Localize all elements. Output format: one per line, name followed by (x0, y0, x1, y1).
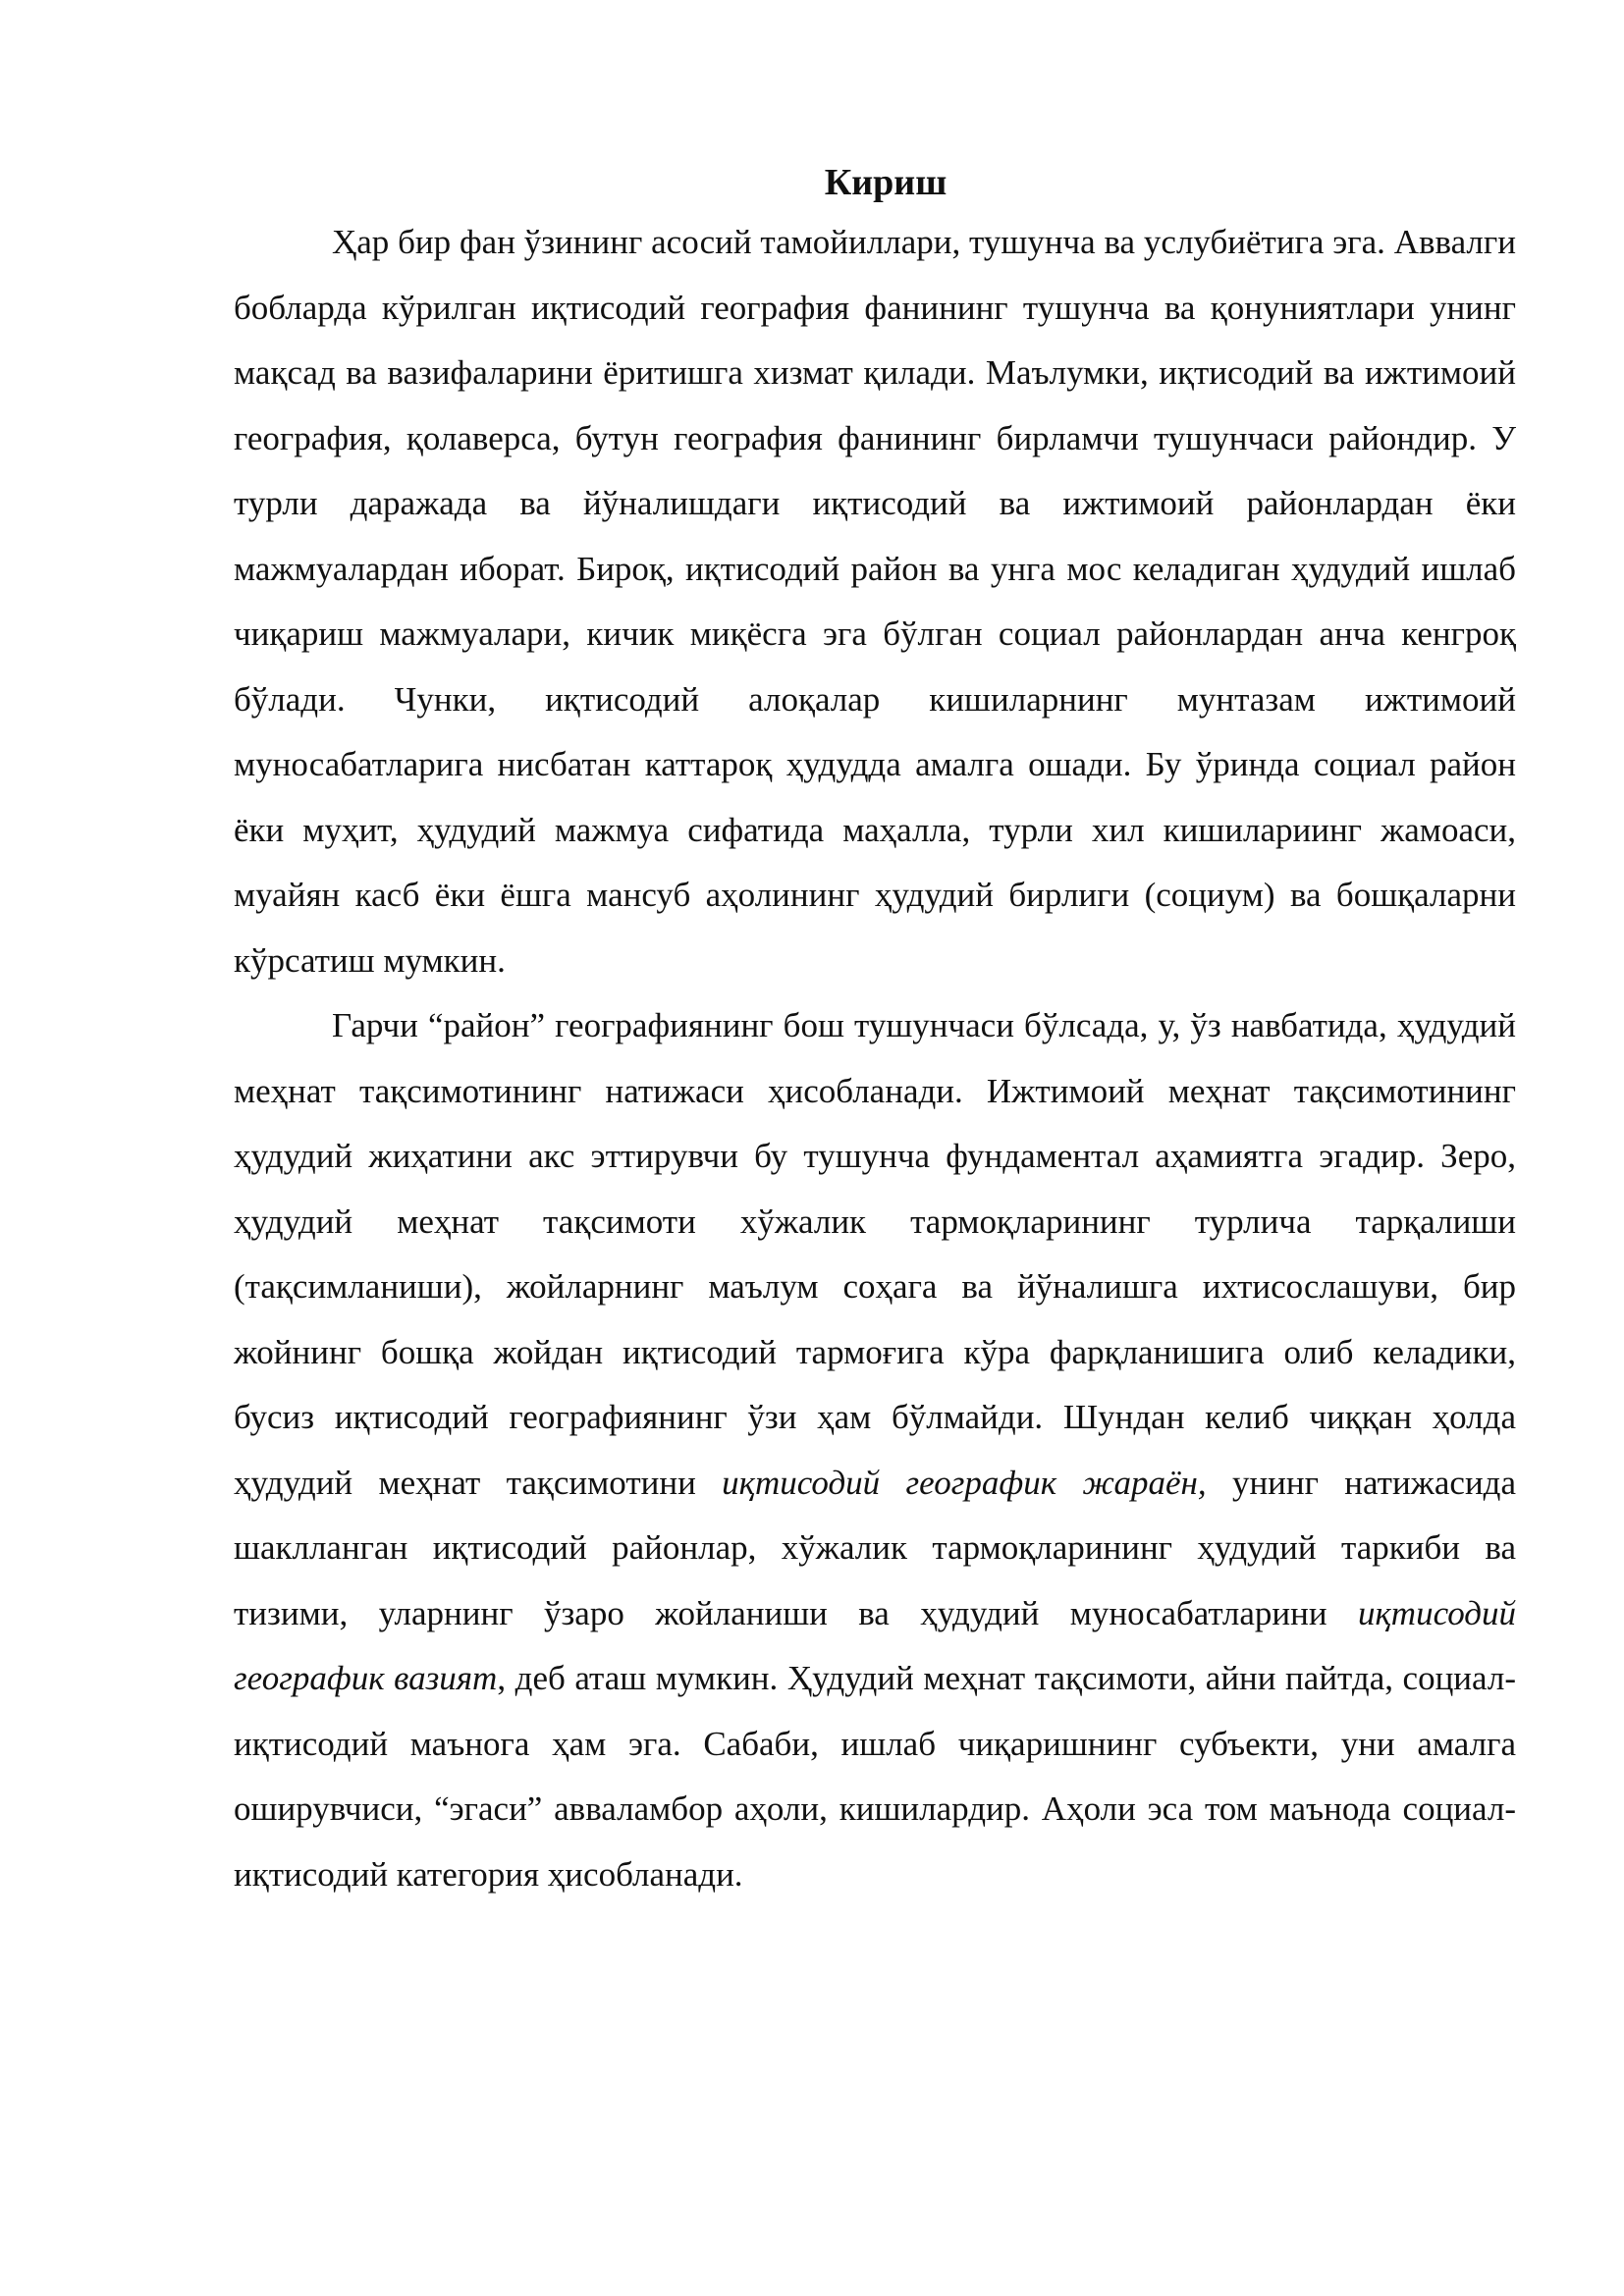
italic-term-economic-geographic-situation: иқтисодий географик вазият (234, 1593, 1516, 1697)
document-body (234, 155, 1516, 1907)
paragraph-1: Ҳар бир фан ўзининг асосий тамойиллари, тушунча ва услубиётига эга. Аввалги бобларда кўрилган иқтисодий география фанининг тушунча ва қонуниятлари унинг мақсад ва вазифаларини ёритишга хизмат қилади. Маълумки, иқтисодий ва ижтимоий география, қолаверса, бутун география фанининг бирламчи тушунчаси райондир. У турли даражада ва йўналишдаги иқтисодий ва ижтимоий районлардан ёки мажмуалардан иборат. Бироқ, иқтисодий район ва унга мос келадиган ҳудудий ишлаб чиқариш мажмуалари, кичик миқёсга эга бўлган социал районлардан анча кенгроқ бўлади. Чунки, иқтисодий алоқалар кишиларнинг мунтазам ижтимоий муносабатларига нисбатан каттароқ ҳудудда амалга ошади. Бу ўринда социал район ёки муҳит, ҳудудий мажмуа сифатида маҳалла, турли хил кишилариинг жамоаси, муайян касб ёки ёшга мансуб аҳолининг ҳудудий бирлиги (социум) ва бошқаларни кўрсатиш мумкин. (234, 223, 1516, 980)
italic-term-economic-geographic-process: иқтисодий географик жараён, (722, 1463, 1207, 1502)
paragraph-2 (234, 993, 1516, 1907)
paragraph-2-text-3: , деб аташ мумкин. Ҳудудий меҳнат тақсимоти, айни пайтда, социал-иқтисодий маънога ҳам эга. Сабаби, ишлаб чиқаришнинг субъекти, уни амалга оширувчиси, “эгаси” авваламбор аҳоли, кишилардир. Аҳоли эса том маънода социал-иқтисодий категория ҳисобланади. (234, 1659, 1516, 1894)
page-title: Кириш (824, 162, 947, 203)
paragraph-2-text-2: унинг натижасида шаклланган иқтисодий районлар, хўжалик тармоқларининг ҳудудий таркиби ва тизими, уларнинг ўзаро жойланиши ва ҳудудий муносабатларини (234, 1463, 1517, 1632)
paragraph-2-text-1: Гарчи “район” географиянинг бош тушунчаси бўлсада, у, ўз навбатида, ҳудудий меҳнат тақсимотининг натижаси ҳисобланади. Ижтимоий меҳнат тақсимотининг ҳудудий жиҳатини акс эттирувчи бу тушунча фундаментал аҳамиятга эгадир. Зеро, ҳудудий меҳнат тақсимоти хўжалик тармоқларининг турлича тарқалиши (тақсимланиши), жойларнинг маълум соҳага ва йўналишга ихтисослашуви, бир жойнинг бошқа жойдан иқтисодий тармоғига кўра фарқланишига олиб келадики, бусиз иқтисодий географиянинг ўзи ҳам бўлмайди. Шундан келиб чиққан ҳолда ҳудудий меҳнат тақсимотини (234, 1006, 1516, 1502)
